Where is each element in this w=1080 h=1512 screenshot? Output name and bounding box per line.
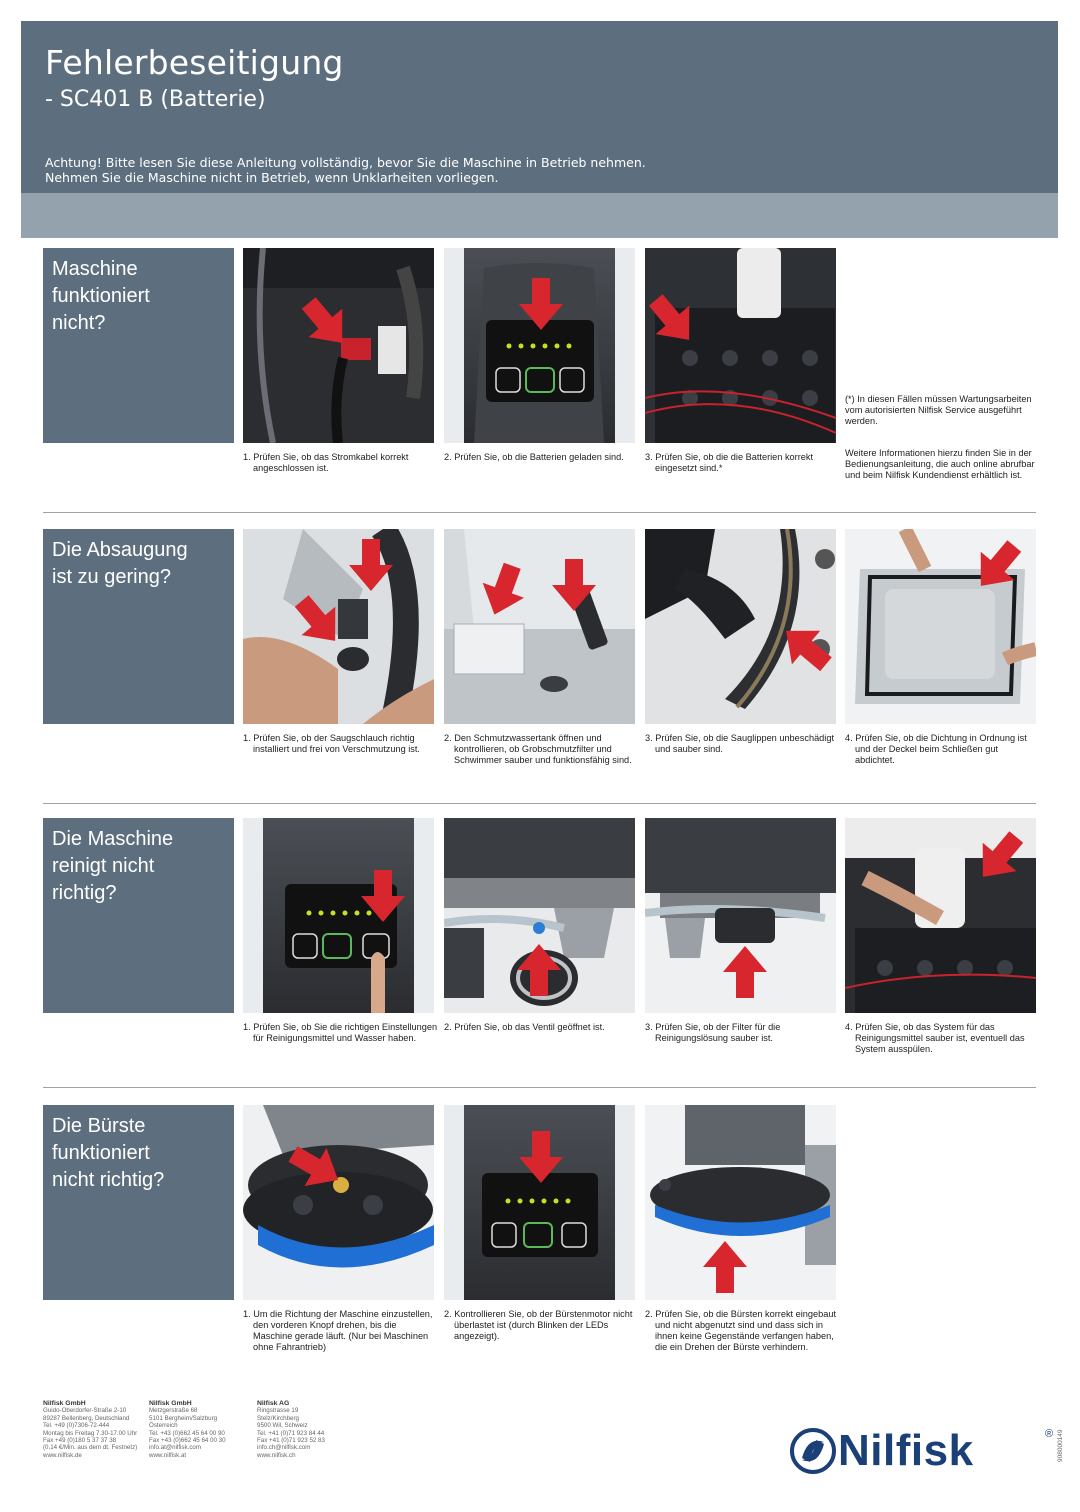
step-caption: 2. Kontrollieren Sie, ob der Bürstenmotor nicht überlastet ist (durch Blinken der LEDs angezeigt). — [444, 1309, 633, 1341]
registered-mark: ® — [1045, 1428, 1054, 1440]
section-title: Die Maschine reinigt nicht richtig? — [43, 818, 234, 1013]
email-link-at[interactable]: info.at@nilfisk.com — [149, 1444, 202, 1452]
step-photo-dirty-tank — [444, 529, 635, 724]
step-caption: 2. Den Schmutzwassertank öffnen und kontrollieren, ob Grobschmutzfilter und Schwimmer sauber und funktionsfähig sind. — [444, 733, 632, 765]
step-photo-valve — [444, 818, 635, 1013]
website-link-ch[interactable]: www.nilfisk.ch — [257, 1451, 296, 1459]
step-photo-detergent-system — [845, 818, 1036, 1013]
info-note: Weitere Informationen hierzu finden Sie in der Bedienungsanleitung, die auch online abrufbar und beim Nilfisk Kundendienst erhältlich ist. — [845, 448, 1035, 480]
section-title: Maschine funktioniert nicht? — [43, 248, 234, 443]
document-number: 908000149 — [1057, 1429, 1064, 1462]
step-caption: 1. Prüfen Sie, ob das Stromkabel korrekt angeschlossen ist. — [243, 452, 409, 473]
warning-text — [45, 155, 646, 185]
step-caption: 3. Prüfen Sie, ob der Filter für die Reinigungslösung sauber ist. — [645, 1022, 781, 1043]
section-divider — [43, 803, 1036, 804]
section-divider — [43, 512, 1036, 513]
step-caption: 4. Prüfen Sie, ob das System für das Reinigungsmittel sauber ist, eventuell das System ausspülen. — [845, 1022, 1025, 1054]
step-photo-solution-filter — [645, 818, 836, 1013]
page-title: Fehlerbeseitigung — [45, 43, 344, 82]
warning-line-1: Achtung! Bitte lesen Sie diese Anleitung vollständig, bevor Sie die Maschine in Betrieb nehmen. — [45, 155, 646, 170]
warning-line-2: Nehmen Sie die Maschine nicht in Betrieb, wenn Unklarheiten vorliegen. — [45, 170, 499, 185]
step-caption: 2. Prüfen Sie, ob die Batterien geladen sind. — [444, 452, 624, 462]
website-link-at[interactable]: www.nilfisk.at — [149, 1451, 187, 1459]
nilfisk-logo — [790, 1426, 1054, 1478]
step-photo-battery-install — [645, 248, 836, 443]
nilfisk-emblem-icon — [790, 1428, 836, 1474]
step-photo-brush-motor — [444, 1105, 635, 1300]
company-address-ch: Nilfisk AG Ringstrasse 19 Stelz/Kirchberg 9500 Wil, Schweiz Tel. +41 (0)71 923 84 44 Fax +41 (0)71 923 52 83 info.ch@nilfisk.com www.nilfisk.ch — [257, 1400, 367, 1459]
service-note: (*) In diesen Fällen müssen Wartungsarbeiten vom autorisierten Nilfisk Service ausgeführt werden. — [845, 394, 1032, 426]
step-caption: 4. Prüfen Sie, ob die Dichtung in Ordnung ist und der Deckel beim Schließen gut abdichtet. — [845, 733, 1027, 765]
step-photo-battery-charge — [444, 248, 635, 443]
step-photo-squeegee — [645, 529, 836, 724]
step-photo-detergent-settings — [243, 818, 434, 1013]
email-link-ch[interactable]: info.ch@nilfisk.com — [257, 1444, 311, 1452]
header-band — [21, 193, 1058, 238]
company-address-de: Nilfisk GmbH Guido-Oberdorfer-Straße 2-10 89287 Bellenberg, Deutschland Tel. +49 (0)7306-72-444 Montag bis Freitag 7.30-17.00 Uhr Fax +49 (0)180 5 37 37 38 (0,14 €/Min. aus dem dt. Festnetz) www.nilfisk.de — [43, 1400, 153, 1459]
step-caption: 2. Prüfen Sie, ob die Bürsten korrekt eingebaut und nicht abgenutzt sind und dass sich in ihnen keine Gegenstände verfangen haben, die ein Drehen der Bürste verhindern. — [645, 1309, 837, 1352]
section-title: Die Absaugung ist zu gering? — [43, 529, 234, 724]
section-title: Die Bürste funktioniert nicht richtig? — [43, 1105, 234, 1300]
step-photo-power-cable — [243, 248, 434, 443]
page-header — [21, 21, 1058, 238]
step-photo-front-knob — [243, 1105, 434, 1300]
step-caption: 2. Prüfen Sie, ob das Ventil geöffnet ist. — [444, 1022, 605, 1032]
page-subtitle: - SC401 B (Batterie) — [45, 87, 266, 112]
section-divider — [43, 1087, 1036, 1088]
step-photo-suction-hose — [243, 529, 434, 724]
step-caption: 1. Um die Richtung der Maschine einzustellen, den vorderen Knopf drehen, bis die Maschine gerade läuft. (Nur bei Maschinen ohne Fahrantrieb) — [243, 1309, 433, 1352]
step-photo-lid-seal — [845, 529, 1036, 724]
step-caption: 3. Prüfen Sie, ob die Sauglippen unbeschädigt und sauber sind. — [645, 733, 834, 754]
company-address-at: Nilfisk GmbH Metzgerstraße 68 5101 Bergheim/Salzburg Österreich Tel. +43 (0)662 45 64 00 90 Fax +43 (0)662 45 64 00 30 info.at@nilfisk.com www.nilfisk.at — [149, 1400, 259, 1459]
step-caption: 3. Prüfen Sie, ob die die Batterien korrekt eingesetzt sind.* — [645, 452, 814, 473]
step-photo-brush-install — [645, 1105, 836, 1300]
step-caption: 1. Prüfen Sie, ob der Saugschlauch richtig installiert und frei von Verschmutzung ist. — [243, 733, 420, 754]
step-caption: 1. Prüfen Sie, ob Sie die richtigen Einstellungen für Reinigungsmittel und Wasser haben. — [243, 1022, 438, 1043]
logo-wordmark: Nilfisk — [838, 1426, 974, 1475]
website-link-de[interactable]: www.nilfisk.de — [43, 1451, 82, 1459]
